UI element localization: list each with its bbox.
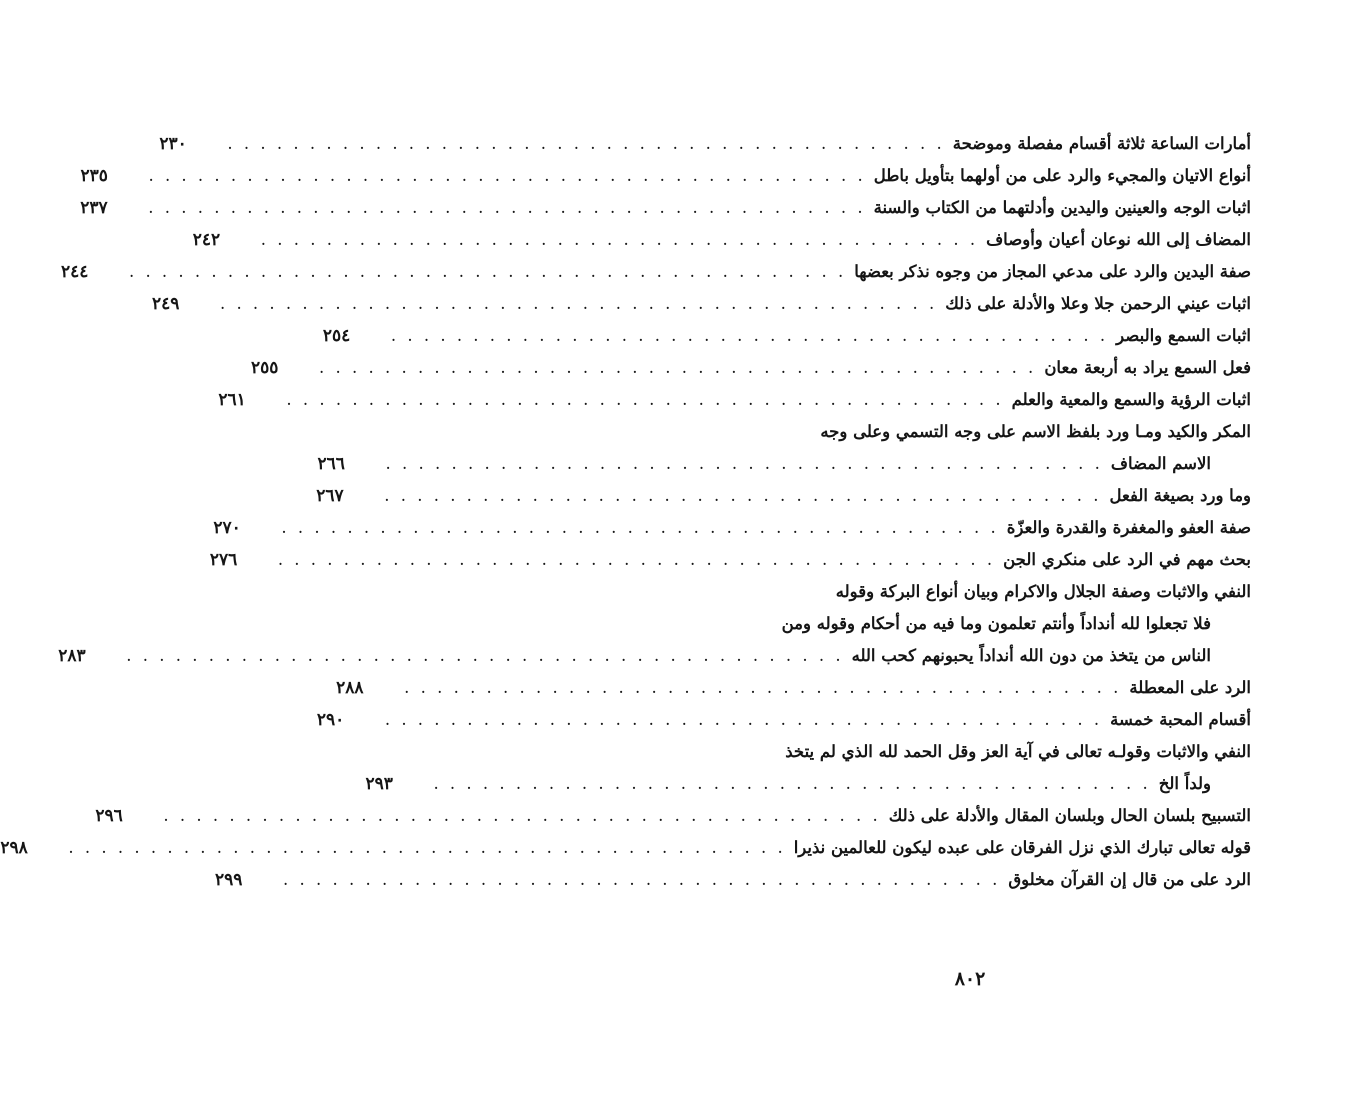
toc-entry-page-number: ٢٤٢: [192, 230, 221, 250]
dot-leader: . . . . . . . . . . . . . . . . . . . . . . . . . . . . . . . . . . . . . . . . . . . .: [148, 166, 866, 185]
toc-entry-page-number: ٢٥٥: [251, 358, 279, 378]
toc-entry-page-number: ٢٩٣: [365, 774, 393, 794]
toc-entry-title: بحث مهم في الرد على منكري الجن: [1003, 550, 1251, 569]
dot-leader: . . . . . . . . . . . . . . . . . . . . . . . . . . . . . . . . . . . . . . . . . . . .: [283, 870, 1001, 889]
toc-entry-title: المضاف إلى الله نوعان أعيان وأوصاف: [986, 230, 1251, 249]
dot-leader: . . . . . . . . . . . . . . . . . . . . . . . . . . . . . . . . . . . . . . . . . . . .: [68, 838, 786, 857]
page-number: ٨٠٢: [954, 968, 986, 990]
toc-entry-title: اثبات السمع والبصر: [1116, 326, 1251, 345]
toc-entry-page-number: ٢٤٤: [60, 262, 89, 282]
dot-leader: . . . . . . . . . . . . . . . . . . . . . . . . . . . . . . . . . . . . . . . . . . . .: [319, 358, 1037, 377]
toc-entry: [58, 640, 1251, 672]
toc-entry-title: صفة اليدين والرد على مدعي المجاز من وجوه نذكر بعضها: [854, 262, 1251, 281]
toc-entry: [80, 192, 1251, 224]
dot-leader: . . . . . . . . . . . . . . . . . . . . . . . . . . . . . . . . . . . . . . . . . . . .: [227, 134, 945, 153]
toc-entry: [317, 448, 1251, 480]
toc-entry: [251, 352, 1251, 384]
toc-entry-page-number: ٢٩٩: [215, 870, 243, 890]
toc-entry: [215, 864, 1251, 896]
toc-entry-title: اثبات الوجه والعينين واليدين وأدلتهما من الكتاب والسنة: [873, 198, 1251, 217]
toc-entry-title: فلا تجعلوا لله أنداداً وأنتم تعلمون وما فيه من أحكام وقوله ومن: [781, 614, 1211, 633]
toc-entry-title: أنواع الاتيان والمجيء والرد على من أولهما بتأويل باطل: [873, 166, 1251, 185]
toc-entry: [95, 800, 1251, 832]
dot-leader: . . . . . . . . . . . . . . . . . . . . . . . . . . . . . . . . . . . . . . . . . . . .: [148, 198, 866, 217]
dot-leader: . . . . . . . . . . . . . . . . . . . . . . . . . . . . . . . . . . . . . . . . . . . .: [163, 806, 881, 825]
toc-entry-title: ولداً الخ: [1158, 774, 1211, 793]
toc-entry-title: أمارات الساعة ثلاثة أقسام مفصلة وموضحة: [952, 134, 1251, 153]
toc-entry-title: اثبات الرؤية والسمع والمعية والعلم: [1011, 390, 1251, 409]
toc-entry-page-number: ٢٣٥: [80, 166, 108, 186]
toc-entry-title: التسبيح بلسان الحال وبلسان المقال والأدلة على ذلك: [888, 806, 1251, 825]
toc-entry: [316, 480, 1251, 512]
toc-entry-title: الرد على من قال إن القرآن مخلوق: [1008, 870, 1251, 889]
dot-leader: . . . . . . . . . . . . . . . . . . . . . . . . . . . . . . . . . . . . . . . . . . . .: [390, 326, 1109, 345]
toc-entry-title: فعل السمع يراد به أربعة معان: [1044, 358, 1251, 377]
toc-entry-title: المكر والكيد ومـا ورد بلفظ الاسم على وجه التسمي وعلى وجه: [820, 422, 1251, 441]
toc-entry: [706, 416, 1251, 448]
toc-entry: [80, 160, 1251, 192]
dot-leader: . . . . . . . . . . . . . . . . . . . . . . . . . . . . . . . . . . . . . . . . . . . .: [286, 390, 1004, 409]
toc-entry-title: وما ورد بصيغة الفعل: [1109, 486, 1251, 505]
toc-entry-title: الناس من يتخذ من دون الله أنداداً يحبونهم كحب الله: [851, 646, 1211, 665]
toc-entry-page-number: ٢٦١: [218, 390, 246, 410]
dot-leader: . . . . . . . . . . . . . . . . . . . . . . . . . . . . . . . . . . . . . . . . . . . .: [385, 454, 1103, 473]
toc-entry-title: النفي والاثبات وقولـه تعالى في آية العز وقل الحمد لله الذي لم يتخذ: [785, 742, 1251, 761]
dot-leader: . . . . . . . . . . . . . . . . . . . . . . . . . . . . . . . . . . . . . . . . . . . .: [219, 294, 938, 313]
toc-entry: [192, 224, 1251, 256]
toc-entry-page-number: ٢٩٦: [95, 806, 123, 826]
toc-entry: [706, 608, 1251, 640]
toc-entry-title: اثبات عيني الرحمن جلا وعلا والأدلة على ذلك: [945, 294, 1251, 313]
toc-entry-title: الرد على المعطلة: [1129, 678, 1251, 697]
toc-entry-page-number: ٢٣٧: [80, 198, 108, 218]
dot-leader: . . . . . . . . . . . . . . . . . . . . . . . . . . . . . . . . . . . . . . . . . . . .: [433, 774, 1151, 793]
dot-leader: . . . . . . . . . . . . . . . . . . . . . . . . . . . . . . . . . . . . . . . . . . . .: [281, 518, 999, 537]
toc-entry: [365, 768, 1251, 800]
toc-entry-page-number: ٢٧٦: [209, 550, 238, 570]
dot-leader: . . . . . . . . . . . . . . . . . . . . . . . . . . . . . . . . . . . . . . . . . . . .: [277, 550, 996, 569]
toc-entry-page-number: ٢٧٠: [213, 518, 241, 538]
dot-leader: . . . . . . . . . . . . . . . . . . . . . . . . . . . . . . . . . . . . . . . . . . . .: [260, 230, 979, 249]
dot-leader: . . . . . . . . . . . . . . . . . . . . . . . . . . . . . . . . . . . . . . . . . . . .: [128, 262, 847, 281]
toc-entry: [218, 384, 1251, 416]
toc-entry: [316, 704, 1251, 736]
dot-leader: . . . . . . . . . . . . . . . . . . . . . . . . . . . . . . . . . . . . . . . . . . . .: [384, 486, 1102, 505]
dot-leader: . . . . . . . . . . . . . . . . . . . . . . . . . . . . . . . . . . . . . . . . . . . .: [384, 710, 1103, 729]
toc-entry-title: أقسام المحبة خمسة: [1110, 710, 1251, 729]
toc-entry-page-number: ٢٦٦: [317, 454, 345, 474]
toc-entry-title: قوله تعالى تبارك الذي نزل الفرقان على عبده ليكون للعالمين نذيرا: [793, 838, 1251, 857]
table-of-contents: [0, 128, 1251, 896]
toc-entry: [706, 576, 1251, 608]
toc-entry: [336, 672, 1251, 704]
toc-entry-page-number: ٢٨٣: [58, 646, 86, 666]
toc-entry-title: النفي والاثبات وصفة الجلال والاكرام وبيان أنواع البركة وقوله: [835, 582, 1251, 601]
toc-entry: [151, 288, 1251, 320]
toc-entry-page-number: ٢٣٠: [159, 134, 187, 154]
toc-entry: [159, 128, 1251, 160]
toc-entry-title: الاسم المضاف: [1110, 454, 1211, 473]
toc-entry: [0, 832, 1251, 864]
dot-leader: . . . . . . . . . . . . . . . . . . . . . . . . . . . . . . . . . . . . . . . . . . . .: [404, 678, 1122, 697]
toc-entry: [60, 256, 1251, 288]
toc-entry-page-number: ٢٨٨: [336, 678, 364, 698]
toc-entry: [209, 544, 1251, 576]
toc-entry-title: صفة العفو والمغفرة والقدرة والعزّة: [1006, 518, 1251, 537]
toc-entry-page-number: ٢٤٩: [151, 294, 180, 314]
toc-entry: [213, 512, 1251, 544]
toc-entry-page-number: ٢٥٤: [322, 326, 351, 346]
toc-entry: [322, 320, 1251, 352]
dot-leader: . . . . . . . . . . . . . . . . . . . . . . . . . . . . . . . . . . . . . . . . . . . .: [126, 646, 844, 665]
toc-entry: [706, 736, 1251, 768]
toc-entry-page-number: ٢٩٠: [316, 710, 345, 730]
toc-entry-page-number: ٢٩٨: [0, 838, 28, 858]
toc-entry-page-number: ٢٦٧: [316, 486, 344, 506]
